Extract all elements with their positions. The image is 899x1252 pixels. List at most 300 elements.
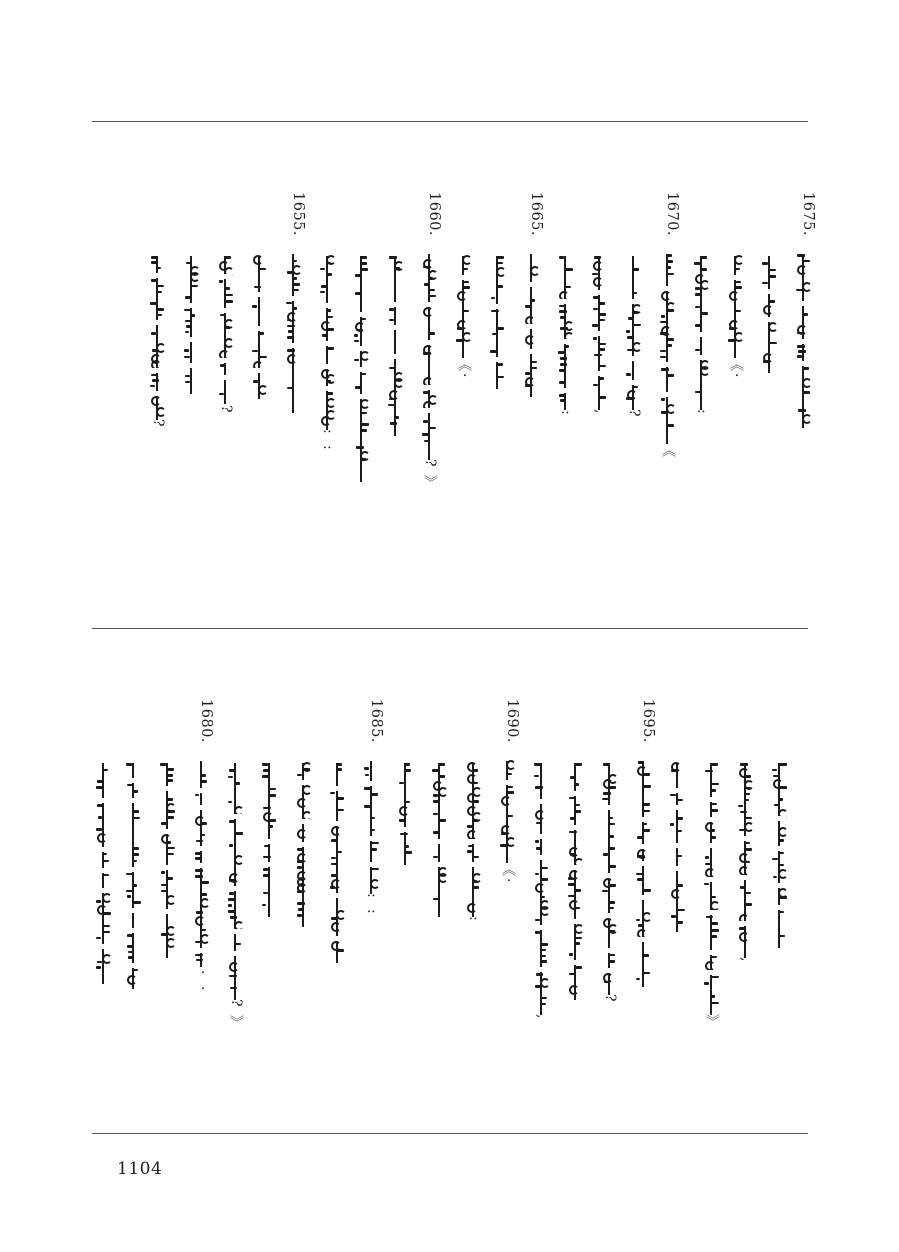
script-stroke	[293, 260, 297, 263]
script-stroke	[439, 763, 445, 766]
script-loop	[200, 898, 210, 908]
script-stroke	[262, 775, 270, 778]
script-loop	[700, 366, 710, 376]
script-stroke	[643, 785, 651, 788]
script-stroke	[439, 775, 445, 778]
script-stroke	[433, 898, 439, 901]
script-stroke	[196, 959, 203, 962]
word-gap	[150, 368, 164, 373]
script-stroke	[303, 768, 310, 771]
script-stroke	[103, 925, 110, 928]
punctuation-mark: ·	[194, 969, 210, 975]
script-stroke	[191, 314, 195, 317]
punctuation-mark: 》	[422, 474, 438, 489]
script-stroke	[491, 310, 499, 313]
verse-line-text	[666, 629, 667, 630]
script-stroke	[643, 823, 647, 826]
word-gap	[490, 357, 504, 362]
script-stroke	[473, 769, 478, 772]
script-stroke	[103, 874, 109, 877]
text-column	[452, 122, 476, 628]
script-stroke	[701, 268, 707, 271]
script-stroke	[331, 874, 338, 877]
script-stroke	[593, 308, 598, 311]
script-stroke	[609, 817, 613, 820]
word-gap	[228, 929, 242, 934]
script-stroke	[569, 831, 577, 834]
script-stroke	[661, 368, 669, 371]
script-loop	[535, 883, 545, 893]
word-gap	[184, 363, 198, 368]
script-stem	[734, 256, 736, 358]
script-stroke	[593, 296, 599, 299]
script-stroke	[473, 800, 479, 803]
line-number: 1655.	[290, 192, 306, 237]
script-stroke	[575, 889, 581, 892]
script-line-glyphs	[568, 763, 582, 1000]
script-loop	[234, 855, 244, 865]
verse-line-text	[92, 629, 93, 630]
script-stroke	[570, 776, 576, 779]
script-stroke	[559, 394, 566, 397]
script-stroke	[667, 254, 672, 257]
word-gap	[262, 862, 276, 867]
script-loop	[166, 895, 176, 905]
word-gap	[558, 299, 572, 304]
text-column	[632, 629, 656, 1133]
verse-line-text	[452, 122, 453, 123]
script-stroke	[695, 349, 700, 352]
script-stroke	[559, 381, 565, 384]
script-line-glyphs	[660, 254, 674, 444]
script-stroke	[603, 792, 611, 795]
script-stroke	[151, 374, 158, 377]
text-column	[462, 629, 486, 1133]
script-stroke	[609, 884, 616, 887]
script-stroke	[433, 800, 439, 803]
script-stroke	[161, 890, 167, 893]
script-loop	[360, 399, 370, 409]
script-stroke	[196, 911, 203, 914]
word-gap	[320, 386, 334, 391]
word-gap	[398, 827, 412, 832]
script-stroke	[677, 921, 683, 924]
word-gap	[490, 304, 504, 309]
script-stroke	[661, 398, 665, 401]
script-stroke	[264, 845, 270, 848]
script-stroke	[293, 289, 299, 292]
script-stroke	[103, 860, 109, 863]
script-stroke	[263, 868, 268, 871]
script-stroke	[803, 367, 809, 370]
script-stroke	[229, 844, 233, 847]
script-loop	[253, 255, 263, 265]
script-stroke	[97, 961, 102, 964]
line-number: 1665.	[528, 192, 544, 237]
verse-line-text	[622, 122, 623, 123]
word-gap	[194, 948, 208, 953]
script-stroke	[609, 847, 615, 850]
script-stroke	[405, 851, 412, 854]
script-line-glyphs	[466, 763, 480, 917]
script-stroke	[389, 256, 397, 259]
script-stroke	[389, 308, 394, 311]
script-stroke	[186, 325, 191, 328]
script-stroke	[626, 397, 634, 400]
word-gap	[568, 960, 582, 965]
script-stroke	[541, 878, 548, 881]
script-stroke	[637, 855, 645, 858]
word-gap	[194, 788, 208, 793]
script-stroke	[507, 786, 513, 789]
verse-line-text	[122, 629, 123, 630]
text-column	[316, 122, 340, 628]
script-stroke	[388, 404, 395, 407]
text-column	[554, 122, 578, 628]
script-stroke	[711, 836, 716, 839]
verse-line-text	[690, 122, 691, 123]
word-gap	[670, 788, 684, 793]
script-stroke	[96, 966, 101, 969]
verse-line-text	[734, 629, 735, 630]
script-stroke	[609, 907, 614, 910]
script-loop	[190, 272, 200, 282]
script-stroke	[327, 273, 332, 276]
script-stroke	[473, 819, 478, 822]
word-gap	[126, 928, 140, 933]
script-line-glyphs	[602, 763, 616, 995]
word-gap	[796, 361, 810, 366]
script-loop	[156, 407, 166, 417]
script-stroke	[356, 446, 364, 449]
script-stroke	[429, 295, 436, 298]
script-line-glyphs	[422, 254, 436, 460]
script-stroke	[150, 302, 157, 305]
word-gap	[252, 368, 266, 373]
script-loop	[525, 335, 535, 345]
script-stroke	[569, 953, 573, 956]
script-stroke	[677, 909, 685, 912]
script-stroke	[667, 309, 674, 312]
verse-line-text	[496, 629, 497, 630]
punctuation-mark: :	[320, 445, 336, 451]
script-stroke	[287, 271, 294, 274]
script-stroke	[531, 299, 535, 302]
line-number: 1675.	[800, 192, 816, 237]
script-line-glyphs	[296, 763, 310, 927]
verse-line-text	[394, 629, 395, 630]
script-stroke	[337, 949, 344, 952]
script-stroke	[327, 347, 334, 350]
script-stroke	[695, 287, 700, 290]
word-gap	[772, 846, 786, 851]
word-gap	[704, 970, 718, 975]
script-stroke	[96, 937, 101, 940]
script-stroke	[497, 327, 504, 330]
script-loop	[166, 938, 176, 948]
word-gap	[704, 817, 718, 822]
word-gap	[534, 925, 548, 930]
script-stroke	[126, 873, 133, 876]
text-column	[92, 629, 116, 1133]
text-column	[122, 629, 146, 1133]
script-stroke	[745, 817, 752, 820]
script-loop	[501, 796, 511, 806]
script-line-glyphs	[398, 763, 412, 865]
word-gap	[388, 302, 402, 307]
script-line-glyphs	[490, 256, 504, 389]
word-gap	[670, 805, 684, 810]
script-stroke	[638, 761, 643, 764]
punctuation-mark: :	[364, 908, 380, 914]
bottom-text-panel	[92, 629, 808, 1133]
word-gap	[636, 817, 650, 822]
word-gap	[738, 875, 752, 880]
script-stroke	[133, 884, 137, 887]
script-stroke	[560, 327, 568, 330]
script-stroke	[763, 360, 769, 363]
script-stroke	[263, 856, 271, 859]
script-stroke	[797, 355, 802, 358]
script-loop	[195, 916, 205, 926]
script-stroke	[126, 890, 133, 893]
script-stroke	[535, 985, 542, 988]
script-loop	[569, 985, 579, 995]
bottom-rule	[92, 1133, 808, 1134]
script-stroke	[364, 767, 369, 770]
verse-line-text	[316, 122, 317, 123]
text-column	[282, 122, 306, 628]
script-stroke	[263, 807, 271, 810]
script-loop	[166, 926, 176, 936]
script-stroke	[263, 769, 269, 772]
script-stroke	[96, 900, 101, 903]
word-gap	[330, 786, 344, 791]
text-column	[520, 122, 544, 628]
script-stroke	[575, 937, 582, 940]
script-stroke	[297, 902, 305, 905]
script-line-glyphs	[286, 254, 300, 413]
verse-line-text	[224, 629, 225, 630]
script-stroke	[361, 268, 368, 271]
script-stroke	[671, 915, 676, 918]
script-stroke	[609, 960, 615, 963]
script-loop	[331, 922, 341, 932]
script-stroke	[103, 912, 111, 915]
word-gap	[160, 909, 174, 914]
script-stroke	[337, 768, 342, 771]
script-stroke	[423, 391, 430, 394]
script-stroke	[711, 896, 716, 899]
script-stroke	[127, 895, 131, 898]
script-stroke	[229, 769, 236, 772]
text-column	[292, 629, 316, 1133]
script-stroke	[355, 292, 362, 295]
script-stroke	[297, 848, 304, 851]
punctuation-mark: :	[558, 410, 574, 415]
word-gap	[660, 362, 674, 367]
line-number: 1695.	[640, 699, 656, 744]
script-stroke	[711, 789, 716, 792]
script-stroke	[405, 801, 410, 804]
script-line-glyphs	[218, 256, 232, 404]
script-loop	[768, 322, 778, 332]
script-loop	[370, 879, 380, 889]
script-stroke	[643, 889, 651, 892]
punctuation-mark: ?	[218, 404, 234, 413]
script-stroke	[150, 385, 155, 388]
script-stroke	[643, 954, 649, 957]
word-gap	[534, 855, 548, 860]
script-loop	[224, 338, 234, 348]
script-stem	[394, 256, 396, 436]
script-stroke	[541, 896, 545, 899]
word-gap	[524, 349, 538, 354]
word-gap	[738, 836, 752, 841]
script-stroke	[636, 919, 640, 922]
script-stroke	[705, 863, 712, 866]
script-stroke	[507, 791, 514, 794]
script-stroke	[575, 942, 580, 945]
script-stroke	[127, 945, 133, 948]
word-gap	[126, 963, 140, 968]
script-stroke	[599, 343, 606, 346]
script-stroke	[592, 273, 598, 276]
script-stroke	[705, 856, 709, 859]
text-column	[224, 629, 248, 1133]
script-line-glyphs	[558, 256, 572, 410]
script-loop	[778, 827, 788, 837]
script-loop	[423, 307, 433, 317]
script-stroke	[497, 376, 504, 379]
script-stroke	[560, 399, 565, 402]
verse-line-text	[564, 629, 565, 630]
word-gap	[388, 325, 402, 330]
text-column	[394, 629, 418, 1133]
script-stroke	[228, 910, 235, 913]
word-gap	[796, 301, 810, 306]
script-stroke	[259, 356, 267, 359]
script-stroke	[133, 901, 141, 904]
script-stroke	[762, 262, 768, 265]
word-gap	[636, 937, 650, 942]
script-stroke	[133, 860, 137, 863]
page-number: 1104	[117, 1159, 163, 1179]
punctuation-mark: :	[320, 429, 336, 435]
script-loop	[297, 798, 307, 808]
line-number: 1680.	[198, 699, 214, 744]
script-stroke	[230, 916, 237, 919]
script-stroke	[321, 285, 327, 288]
script-stroke	[167, 847, 175, 850]
script-stroke	[287, 336, 293, 339]
script-stroke	[609, 865, 616, 868]
verse-line-text	[486, 122, 487, 123]
script-stroke	[133, 817, 140, 820]
script-stroke	[711, 922, 718, 925]
script-stroke	[745, 775, 751, 778]
script-stroke	[558, 351, 565, 354]
script-stroke	[160, 763, 166, 766]
script-stroke	[364, 787, 371, 790]
script-stroke	[361, 423, 369, 426]
script-stroke	[269, 819, 276, 822]
script-stroke	[704, 982, 709, 985]
script-stroke	[745, 848, 752, 851]
script-stroke	[433, 831, 440, 834]
script-loop	[438, 787, 448, 797]
script-stroke	[127, 934, 133, 937]
text-column	[666, 629, 690, 1133]
script-stroke	[677, 817, 683, 820]
script-line-glyphs	[704, 763, 718, 1015]
punctuation-mark: 》	[704, 1014, 720, 1029]
script-stroke	[298, 908, 303, 911]
script-stroke	[667, 424, 674, 427]
script-stroke	[457, 327, 462, 330]
script-stem	[778, 763, 780, 948]
script-stroke	[405, 845, 409, 848]
word-gap	[636, 861, 650, 866]
script-line-glyphs	[592, 256, 606, 410]
word-gap	[96, 868, 110, 873]
script-stroke	[525, 372, 530, 375]
script-stroke	[643, 810, 650, 813]
script-stroke	[195, 852, 202, 855]
script-stroke	[297, 866, 302, 869]
script-stroke	[157, 267, 161, 270]
script-stroke	[371, 868, 379, 871]
script-stroke	[535, 931, 540, 934]
word-gap	[330, 893, 344, 898]
script-stroke	[152, 349, 158, 352]
script-stroke	[191, 285, 198, 288]
script-stroke	[463, 268, 468, 271]
word-gap	[704, 877, 718, 882]
script-stroke	[235, 782, 240, 785]
script-stroke	[729, 327, 734, 330]
script-stroke	[220, 314, 226, 317]
word-gap	[252, 326, 266, 331]
script-stroke	[167, 853, 174, 856]
script-stroke	[361, 412, 367, 415]
script-stroke	[361, 373, 366, 376]
text-column	[564, 629, 588, 1133]
script-stroke	[711, 995, 715, 998]
script-stroke	[354, 340, 359, 343]
word-gap	[626, 356, 640, 361]
word-gap	[286, 296, 300, 301]
text-column	[428, 629, 452, 1133]
script-stroke	[638, 924, 644, 927]
script-stroke	[677, 855, 682, 858]
script-stroke	[667, 344, 672, 347]
script-stroke	[152, 379, 159, 382]
script-stroke	[593, 384, 598, 387]
verse-line-text	[724, 122, 725, 123]
text-column	[258, 629, 282, 1133]
script-line-glyphs	[320, 256, 334, 430]
script-stroke	[711, 783, 719, 786]
word-gap	[354, 367, 368, 372]
script-stroke	[364, 805, 371, 808]
script-stroke	[228, 904, 232, 907]
script-line-glyphs	[184, 256, 198, 394]
script-stroke	[541, 949, 546, 952]
punctuation-mark: 《	[456, 356, 472, 371]
word-gap	[626, 380, 640, 385]
script-loop	[102, 954, 112, 964]
